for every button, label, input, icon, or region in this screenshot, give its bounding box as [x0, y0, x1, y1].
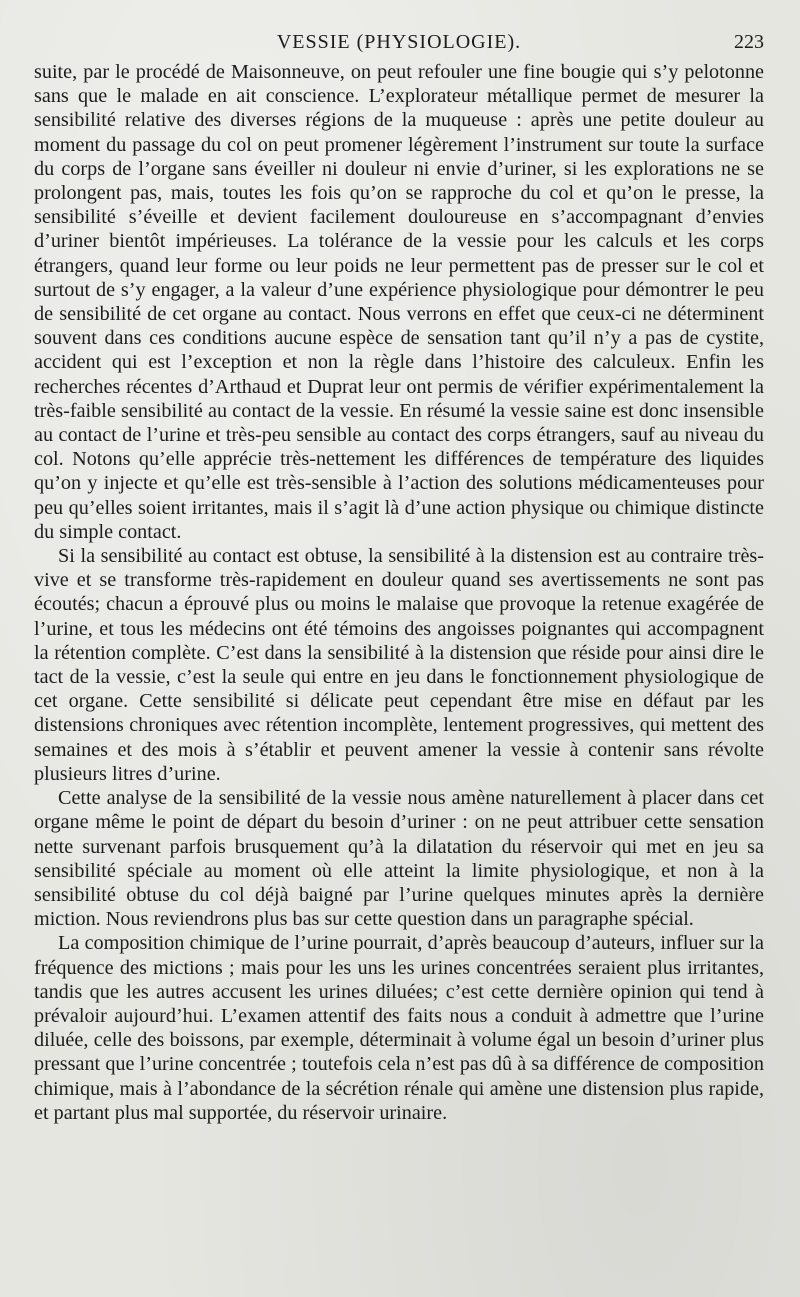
- paragraph-1: suite, par le procédé de Maisonneuve, on peut refouler une fine bougie qui s’y pelotonne sans que le malade en ait conscience. L’explorateur métallique permet de mesurer la sensibilité relative des diverses régions de la muqueuse : après une petite douleur au moment du passage du col on peut promener légèrement l’instrument sur toute la surface du corps de l’organe sans éveiller ni douleur ni envie d’uriner, si les explorations ne se prolongent pas, mais, toutes les fois qu’on se rapproche du col et qu’on le presse, la sensibilité s’éveille et devient facilement douloureuse en s’accompagnant d’envies d’uriner bientôt impérieuses. La tolérance de la vessie pour les calculs et les corps étrangers, quand leur forme ou leur poids ne leur permettent pas de presser sur le col et surtout de s’y engager, a la valeur d’une expérience physiologique pour démontrer le peu de sensibilité de cet organe au contact. Nous verrons en effet que ceux-ci ne déterminent souvent dans ces conditions aucune espèce de sensation tant qu’il n’y a pas de cystite, accident qui est l’exception et non la règle dans l’histoire des calculeux. Enfin les recherches récentes d’Arthaud et Duprat leur ont permis de vérifier expérimentalement la très-faible sensibilité au contact de la vessie. En résumé la vessie saine est donc insensible au contact de l’urine et très-peu sensible au contact des corps étrangers, sauf au niveau du col. Notons qu’elle apprécie très-nettement les différences de température des liquides qu’on y injecte et qu’elle est très-sensible à l’action des solutions médicamenteuses pour peu qu’elles soient irritantes, mais il s’agit là d’une action physique ou chimique distincte du simple contact.: [34, 61, 764, 543]
- paragraph-3: Cette analyse de la sensibilité de la vessie nous amène naturellement à placer dans cet organe même le point de départ du besoin d’uriner : on ne peut attribuer cette sensation nette survenant parfois brusquement qu’à la dilatation du réservoir qui met en jeu sa sensibilité spéciale au moment où elle atteint la limite physiologique, et non à la sensibilité obtuse du col déjà baigné par l’urine quelques minutes après la dernière miction. Nous reviendrons plus bas sur cette question dans un paragraphe spécial.: [34, 787, 764, 931]
- paragraph-4: La composition chimique de l’urine pourrait, d’après beaucoup d’auteurs, influer sur la fréquence des mictions ; mais pour les uns les urines concentrées seraient plus irritantes, tandis que les autres accusent les urines diluées; c’est cette dernière opinion qui tend à prévaloir aujourd’hui. L’examen attentif des faits nous a conduit à admettre que l’urine diluée, celle des boissons, par exemple, déterminait à volume égal un besoin d’uriner plus pressant que l’urine concentrée ; toutefois cela n’est pas dû à sa différence de composition chimique, mais à l’abondance de la sécrétion rénale qui amène une distension plus rapide, et partant plus mal supportée, du réservoir urinaire.: [34, 932, 764, 1124]
- body-text: [34, 60, 764, 1125]
- page-number: 223: [734, 31, 764, 53]
- paragraph-2: Si la sensibilité au contact est obtuse, la sensibilité à la distension est au contraire très-vive et se transforme très-rapidement en douleur quand ses avertissements ne sont pas écoutés; chacun a éprouvé plus ou moins le malaise que provoque la retenue exagérée de l’urine, et tous les médecins ont été témoins des angoisses poignantes qui accompagnent la rétention complète. C’est dans la sensibilité à la distension que réside pour ainsi dire le tact de la vessie, c’est la seule qui entre en jeu dans le fonctionnement physiologique de cet organe. Cette sensibilité si délicate peut cependant être mise en défaut par les distensions chroniques avec rétention incomplète, lentement progressives, qui mettent des semaines et des mois à s’établir et peuvent amener la vessie à contenir sans révolte plusieurs litres d’urine.: [34, 545, 764, 785]
- running-head: [34, 28, 764, 56]
- running-title: VESSIE (PHYSIOLOGIE).: [276, 31, 522, 53]
